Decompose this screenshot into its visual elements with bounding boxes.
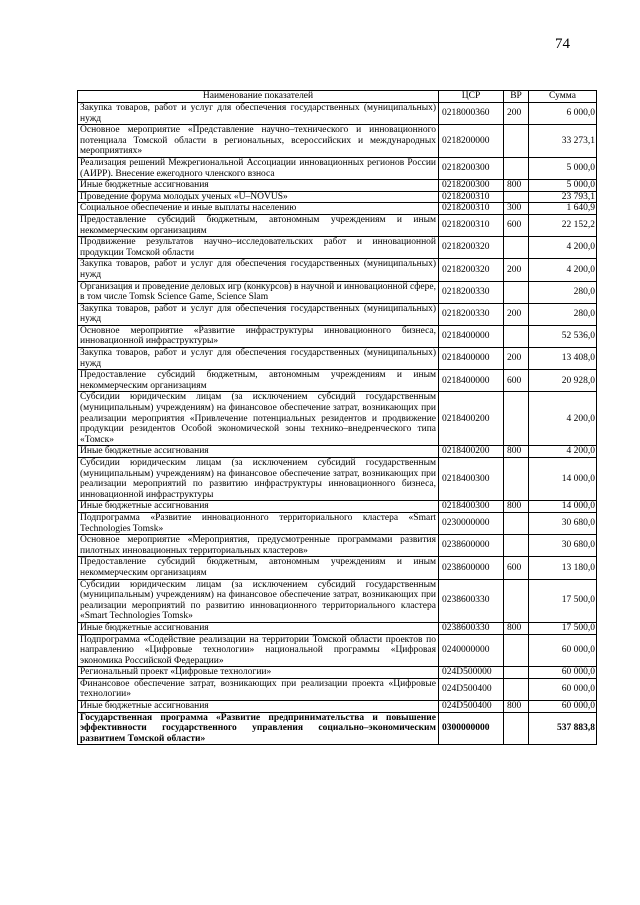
row-csr: 0218400000 — [439, 370, 504, 392]
row-vr: 600 — [504, 557, 529, 579]
row-csr: 0218200000 — [439, 125, 504, 158]
row-vr — [504, 512, 529, 534]
row-sum: 280,0 — [529, 303, 597, 325]
table-body — [78, 103, 597, 745]
row-csr: 0218400000 — [439, 325, 504, 347]
table-row — [78, 557, 597, 579]
table-row — [78, 303, 597, 325]
table-row — [78, 203, 597, 215]
table-row — [78, 281, 597, 303]
row-vr — [504, 712, 529, 745]
row-name: Иные бюджетные ассигнования — [78, 180, 439, 192]
row-csr: 0218400300 — [439, 501, 504, 513]
table-row — [78, 712, 597, 745]
row-name: Проведение форума молодых ученых «U–NOVUS» — [78, 191, 439, 203]
table-row — [78, 678, 597, 700]
row-sum: 4 200,0 — [529, 392, 597, 446]
table-row — [78, 701, 597, 713]
row-sum: 60 000,0 — [529, 678, 597, 700]
row-name: Подпрограмма «Развитие инновационного территориального кластера «Smart Technologies Tomsk» — [78, 512, 439, 534]
row-csr: 0218200310 — [439, 203, 504, 215]
row-sum: 4 200,0 — [529, 446, 597, 458]
row-name: Субсидии юридическим лицам (за исключением субсидий государственным (муниципальным) учреждениям) на финансовое обеспечение затрат, возникающих при реализации мероприятий по развитию инновационного территориального кластера «Smart Technologies Tomsk» — [78, 579, 439, 622]
row-name: Основное мероприятие «Представление научно–технического и инновационного потенциала Томской области в региональных, всероссийских и международных мероприятиях» — [78, 125, 439, 158]
row-csr: 0218400000 — [439, 348, 504, 370]
row-vr: 600 — [504, 370, 529, 392]
row-sum: 60 000,0 — [529, 667, 597, 679]
row-sum: 5 000,0 — [529, 180, 597, 192]
row-vr — [504, 157, 529, 179]
row-csr: 0238600330 — [439, 622, 504, 634]
row-name: Реализация решений Межрегиональной Ассоциации инновационных регионов России (АИРР). Внесение ежегодного членского взноса — [78, 157, 439, 179]
row-vr — [504, 458, 529, 501]
row-name: Закупка товаров, работ и услуг для обеспечения государственных (муниципальных) нужд — [78, 259, 439, 281]
row-sum: 60 000,0 — [529, 701, 597, 713]
table-row — [78, 348, 597, 370]
row-sum: 13 180,0 — [529, 557, 597, 579]
row-name: Продвижение результатов научно–исследовательских работ и инновационной продукции Томской области — [78, 237, 439, 259]
row-vr: 800 — [504, 622, 529, 634]
row-sum: 30 680,0 — [529, 512, 597, 534]
table-row — [78, 458, 597, 501]
table-row — [78, 501, 597, 513]
table-row — [78, 446, 597, 458]
row-vr: 600 — [504, 214, 529, 236]
row-vr — [504, 579, 529, 622]
row-vr: 200 — [504, 259, 529, 281]
row-vr — [504, 634, 529, 667]
row-name: Подпрограмма «Содействие реализации на территории Томской области проектов по направлению «Цифровые технологии» национальной программы «Цифровая экономика Российской Федерации» — [78, 634, 439, 667]
row-vr — [504, 392, 529, 446]
row-sum: 23 793,1 — [529, 191, 597, 203]
row-csr: 024D500400 — [439, 701, 504, 713]
row-name: Основное мероприятие «Развитие инфраструктуры инновационного бизнеса, инновационной инфраструктуры» — [78, 325, 439, 347]
row-csr: 0218200330 — [439, 303, 504, 325]
row-name: Закупка товаров, работ и услуг для обеспечения государственных (муниципальных) нужд — [78, 303, 439, 325]
row-csr: 0218400200 — [439, 392, 504, 446]
row-name: Региональный проект «Цифровые технологии» — [78, 667, 439, 679]
row-vr: 200 — [504, 348, 529, 370]
header-sum: Сумма — [529, 91, 597, 103]
row-vr: 200 — [504, 303, 529, 325]
header-name: Наименование показателей — [78, 91, 439, 103]
row-csr: 0218200310 — [439, 214, 504, 236]
row-name: Предоставление субсидий бюджетным, автономным учреждениям и иным некоммерческим организациям — [78, 557, 439, 579]
row-csr: 0218000360 — [439, 103, 504, 125]
row-name: Иные бюджетные ассигнования — [78, 446, 439, 458]
table-row — [78, 634, 597, 667]
table-row — [78, 237, 597, 259]
row-sum: 14 000,0 — [529, 458, 597, 501]
row-csr: 024D500400 — [439, 678, 504, 700]
row-vr — [504, 678, 529, 700]
row-vr — [504, 667, 529, 679]
row-csr: 0218200300 — [439, 157, 504, 179]
row-sum: 537 883,8 — [529, 712, 597, 745]
row-name: Субсидии юридическим лицам (за исключением субсидий государственным (муниципальным) учреждениям) на финансовое обеспечение затрат, возникающих при реализации мероприятий по развитию инфраструктуры инновационного бизнеса, инновационной инфраструктуры — [78, 458, 439, 501]
row-name: Предоставление субсидий бюджетным, автономным учреждениям и иным некоммерческим организациям — [78, 370, 439, 392]
header-csr: ЦСР — [439, 91, 504, 103]
table-row — [78, 180, 597, 192]
row-vr: 800 — [504, 501, 529, 513]
row-csr: 0218200310 — [439, 191, 504, 203]
row-sum: 6 000,0 — [529, 103, 597, 125]
table-row — [78, 125, 597, 158]
row-csr: 0300000000 — [439, 712, 504, 745]
row-name: Закупка товаров, работ и услуг для обеспечения государственных (муниципальных) нужд — [78, 103, 439, 125]
table-row — [78, 535, 597, 557]
table-header-row — [78, 91, 597, 103]
table-row — [78, 259, 597, 281]
row-vr — [504, 125, 529, 158]
row-name: Субсидии юридическим лицам (за исключением субсидий государственным (муниципальным) учреждениям) на финансовое обеспечение затрат, возникающих при реализации мероприятия «Привлечение потенциальных резидентов и продвижение продукции резидентов Особой экономической зоны технико–внедренческого типа «Томск» — [78, 392, 439, 446]
row-name: Предоставление субсидий бюджетным, автономным учреждениям и иным некоммерческим организациям — [78, 214, 439, 236]
table-row — [78, 370, 597, 392]
row-sum: 17 500,0 — [529, 579, 597, 622]
row-csr: 0238600330 — [439, 579, 504, 622]
row-sum: 60 000,0 — [529, 634, 597, 667]
row-vr: 800 — [504, 701, 529, 713]
row-csr: 0218200320 — [439, 259, 504, 281]
row-sum: 20 928,0 — [529, 370, 597, 392]
row-sum: 5 000,0 — [529, 157, 597, 179]
table-row — [78, 392, 597, 446]
row-sum: 1 640,9 — [529, 203, 597, 215]
row-csr: 0238600000 — [439, 557, 504, 579]
row-csr: 0230000000 — [439, 512, 504, 534]
table-row — [78, 622, 597, 634]
row-sum: 22 152,2 — [529, 214, 597, 236]
table-row — [78, 103, 597, 125]
row-sum: 52 536,0 — [529, 325, 597, 347]
row-name: Иные бюджетные ассигнования — [78, 701, 439, 713]
row-name: Основное мероприятие «Мероприятия, предусмотренные программами развития пилотных инновационных территориальных кластеров» — [78, 535, 439, 557]
table-row — [78, 214, 597, 236]
row-sum: 4 200,0 — [529, 259, 597, 281]
row-vr: 800 — [504, 446, 529, 458]
row-sum: 30 680,0 — [529, 535, 597, 557]
row-vr — [504, 325, 529, 347]
table-row — [78, 512, 597, 534]
page-number: 74 — [555, 36, 570, 52]
row-vr — [504, 191, 529, 203]
row-name: Иные бюджетные ассигнования — [78, 622, 439, 634]
row-csr: 0218200320 — [439, 237, 504, 259]
row-name: Иные бюджетные ассигнования — [78, 501, 439, 513]
row-name: Социальное обеспечение и иные выплаты населению — [78, 203, 439, 215]
row-csr: 0218200330 — [439, 281, 504, 303]
row-vr — [504, 237, 529, 259]
row-sum: 280,0 — [529, 281, 597, 303]
row-vr: 300 — [504, 203, 529, 215]
table-row — [78, 157, 597, 179]
row-sum: 14 000,0 — [529, 501, 597, 513]
row-sum: 17 500,0 — [529, 622, 597, 634]
row-csr: 024D500000 — [439, 667, 504, 679]
row-vr: 200 — [504, 103, 529, 125]
row-name: Организация и проведение деловых игр (конкурсов) в научной и инновационной сфере, в том числе Tomsk Science Game, Science Slam — [78, 281, 439, 303]
row-csr: 0218200300 — [439, 180, 504, 192]
row-name: Финансовое обеспечение затрат, возникающих при реализации проекта «Цифровые технологии» — [78, 678, 439, 700]
row-name: Закупка товаров, работ и услуг для обеспечения государственных (муниципальных) нужд — [78, 348, 439, 370]
row-csr: 0218400300 — [439, 458, 504, 501]
row-vr: 800 — [504, 180, 529, 192]
row-vr — [504, 281, 529, 303]
table-row — [78, 325, 597, 347]
row-sum: 33 273,1 — [529, 125, 597, 158]
table-row — [78, 191, 597, 203]
row-vr — [504, 535, 529, 557]
row-csr: 0240000000 — [439, 634, 504, 667]
row-csr: 0238600000 — [439, 535, 504, 557]
table-row — [78, 667, 597, 679]
row-name: Государственная программа «Развитие предпринимательства и повышение эффективности государственного управления социально–экономическим развитием Томской области» — [78, 712, 439, 745]
row-sum: 13 408,0 — [529, 348, 597, 370]
budget-table — [77, 90, 597, 745]
table-row — [78, 579, 597, 622]
header-vr: ВР — [504, 91, 529, 103]
row-csr: 0218400200 — [439, 446, 504, 458]
row-sum: 4 200,0 — [529, 237, 597, 259]
